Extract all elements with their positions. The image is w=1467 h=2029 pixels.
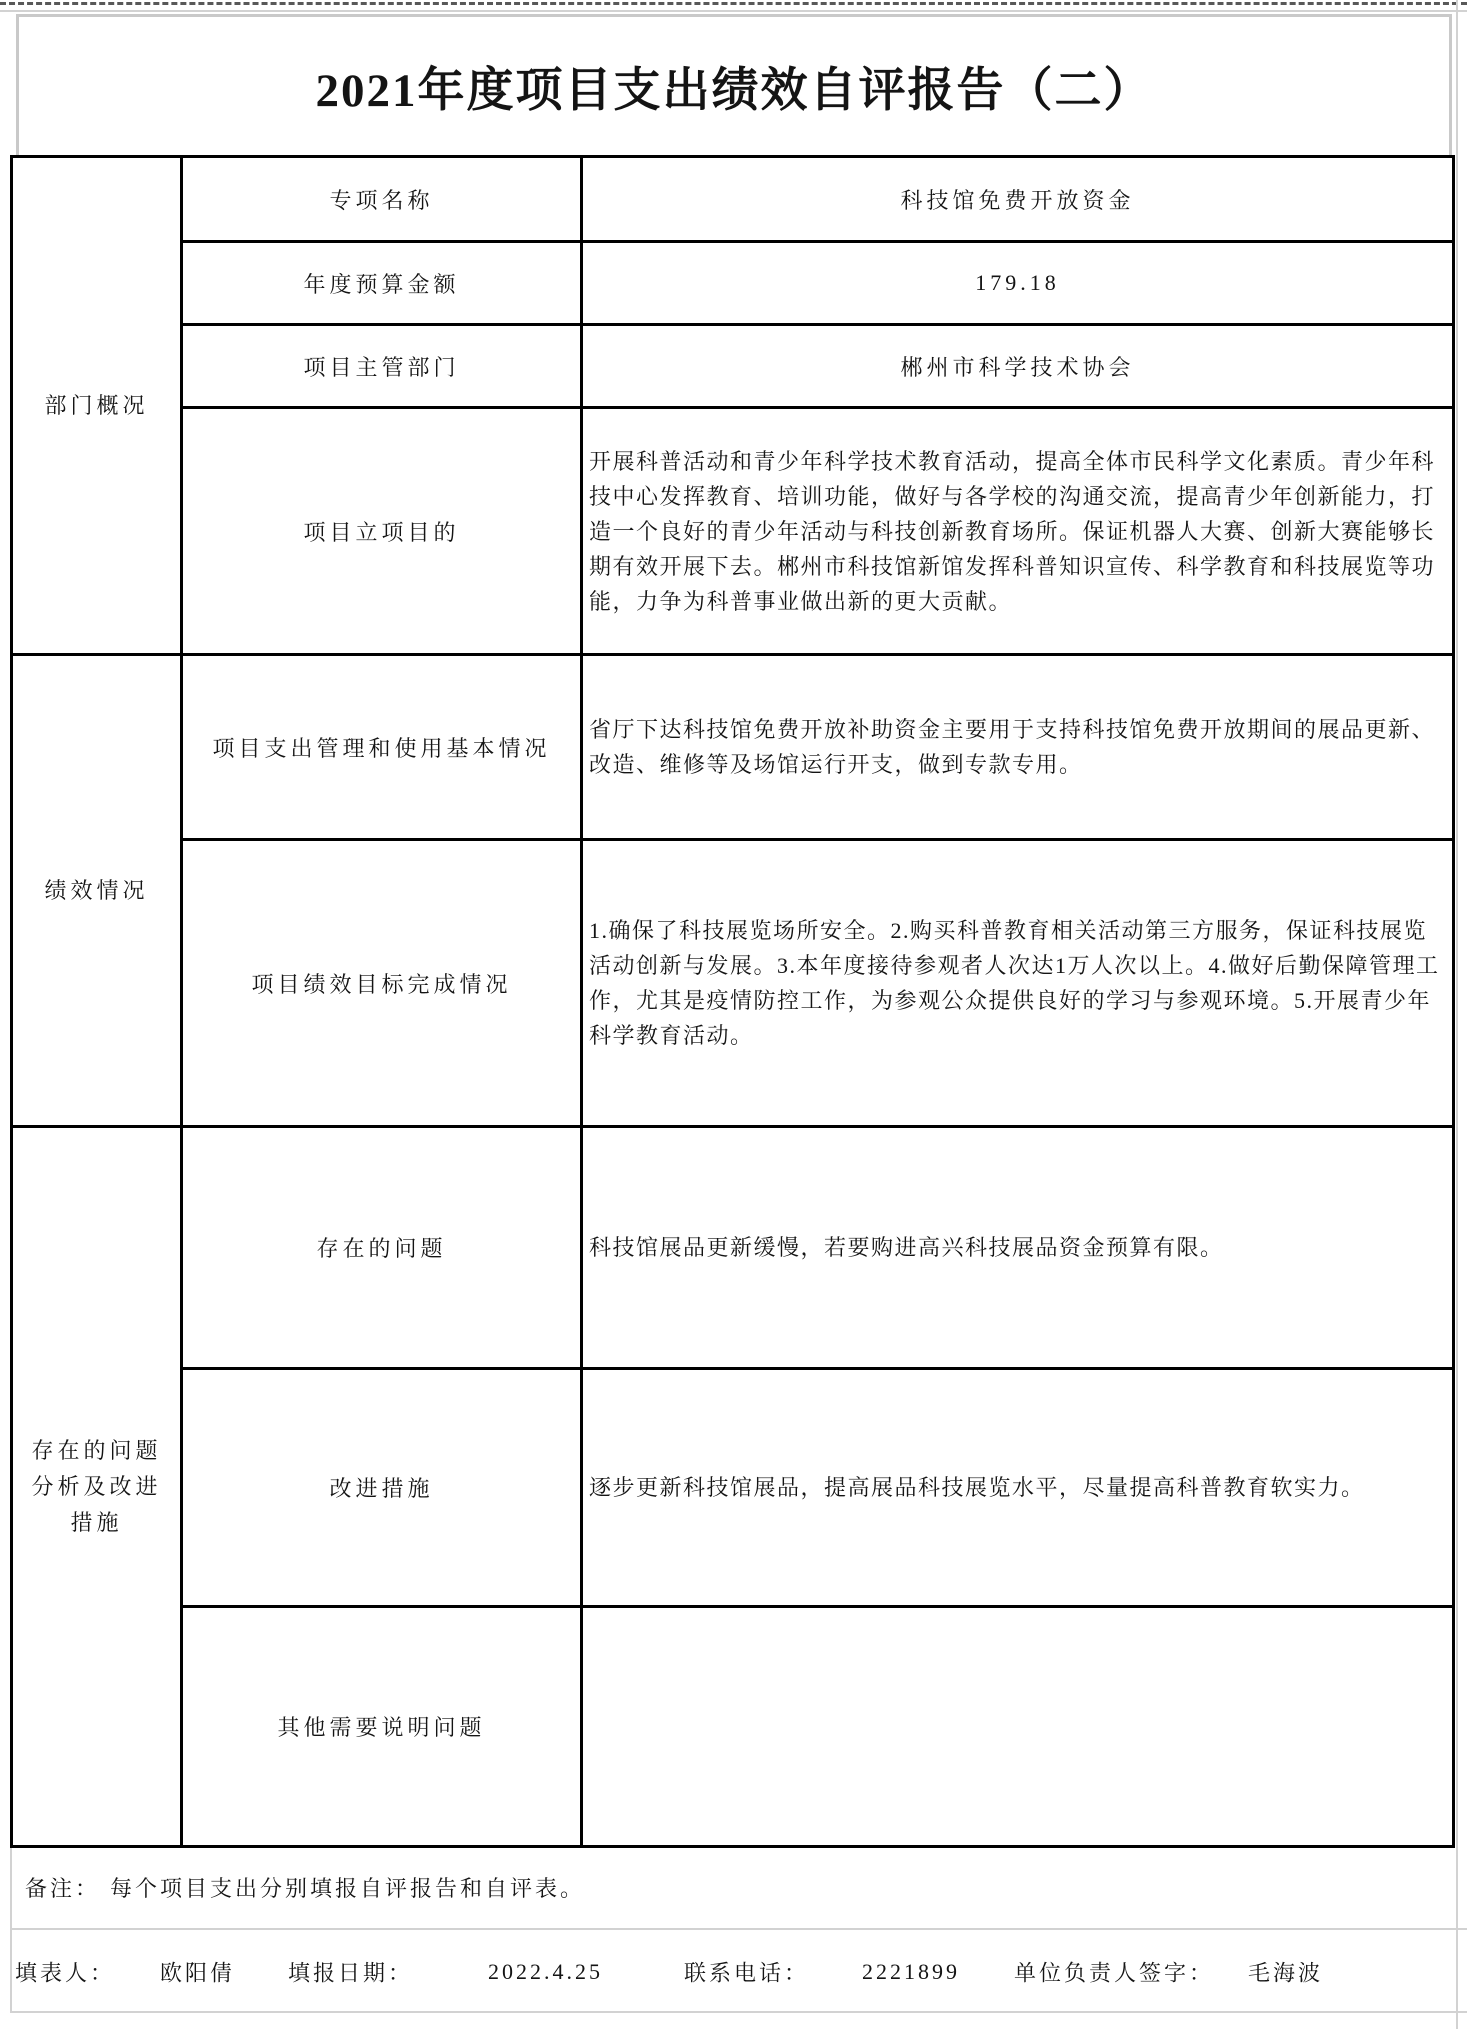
group-cell-problems-and-improvements: 存在的问题分析及改进措施 [12, 1127, 182, 1847]
row-label-existing-problems: 存在的问题 [182, 1127, 582, 1369]
group-cell-performance: 绩效情况 [12, 655, 182, 1127]
row-value-expenditure-management: 省厅下达科技馆免费开放补助资金主要用于支持科技馆免费开放期间的展品更新、改造、维修等及场馆运行开支，做到专款专用。 [582, 655, 1454, 840]
row-label-improvement-measures: 改进措施 [182, 1369, 582, 1607]
row-label-expenditure-management: 项目支出管理和使用基本情况 [182, 655, 582, 840]
row-label-goal-completion: 项目绩效目标完成情况 [182, 840, 582, 1127]
preparer-name: 欧阳倩 [160, 1960, 236, 1985]
spreadsheet-gridline-top [0, 10, 1467, 12]
contact-phone-value: 2221899 [862, 1958, 960, 1984]
table-row [12, 1607, 1454, 1847]
row-value-project-purpose: 开展科普活动和青少年科学技术教育活动，提高全体市民科学文化素质。青少年科技中心发挥教育、培训功能，做好与各学校的沟通交流，提高青少年创新能力，打造一个良好的青少年活动与科技创新教育场所。保证机器人大赛、创新大赛能够长期有效开展下去。郴州市科技馆新馆发挥科普知识宣传、科学教育和科技展览等功能，力争为科普事业做出新的更大贡献。 [582, 408, 1454, 655]
report-title-box [16, 14, 1452, 155]
row-value-special-fund-name: 科技馆免费开放资金 [582, 157, 1454, 242]
row-value-other-issues [582, 1607, 1454, 1847]
row-label-competent-department: 项目主管部门 [182, 325, 582, 408]
row-value-goal-completion: 1.确保了科技展览场所安全。2.购买科普教育相关活动第三方服务，保证科技展览活动创新与发展。3.本年度接待参观者人次达1万人次以上。4.做好后勤保障管理工作，尤其是疫情防控工作，为参观公众提供良好的学习与参观环境。5.开展青少年科学教育活动。 [582, 840, 1454, 1127]
row-label-project-purpose: 项目立项目的 [182, 408, 582, 655]
contact-phone-label: 联系电话： [684, 1960, 810, 1985]
table-row [12, 242, 1454, 325]
row-value-annual-budget: 179.18 [582, 242, 1454, 325]
row-value-improvement-measures: 逐步更新科技馆展品，提高展品科技展览水平，尽量提高科普教育软实力。 [582, 1369, 1454, 1607]
note-label: 备注： [25, 1876, 101, 1901]
preparer-label: 填表人： [15, 1960, 116, 1985]
table-row [12, 655, 1454, 840]
row-label-other-issues: 其他需要说明问题 [182, 1607, 582, 1847]
unit-head-signature-label: 单位负责人签字： [1014, 1960, 1215, 1985]
report-table [10, 155, 1455, 1848]
table-row [12, 408, 1454, 655]
note-row [10, 1845, 1457, 1930]
table-row [12, 840, 1454, 1127]
table-row [12, 1127, 1454, 1369]
row-value-competent-department: 郴州市科学技术协会 [582, 325, 1454, 408]
group-cell-department-overview: 部门概况 [12, 157, 182, 655]
page-top-torn-edge [0, 2, 1467, 5]
table-row [12, 1369, 1454, 1607]
row-label-annual-budget: 年度预算金额 [182, 242, 582, 325]
row-value-existing-problems: 科技馆展品更新缓慢，若要购进高兴科技展品资金预算有限。 [582, 1127, 1454, 1369]
report-title: 2021年度项目支出绩效自评报告（二） [315, 64, 1153, 117]
fill-date-label: 填报日期： [288, 1960, 414, 1985]
note-text: 每个项目支出分别填报自评报告和自评表。 [110, 1876, 586, 1901]
footer-row [0, 1930, 1467, 2013]
fill-date-value: 2022.4.25 [488, 1958, 603, 1984]
spreadsheet-gridline-right [1456, 0, 1458, 2029]
unit-head-signature-name: 毛海波 [1248, 1960, 1324, 1985]
row-label-special-fund-name: 专项名称 [182, 157, 582, 242]
table-row [12, 157, 1454, 242]
table-row [12, 325, 1454, 408]
